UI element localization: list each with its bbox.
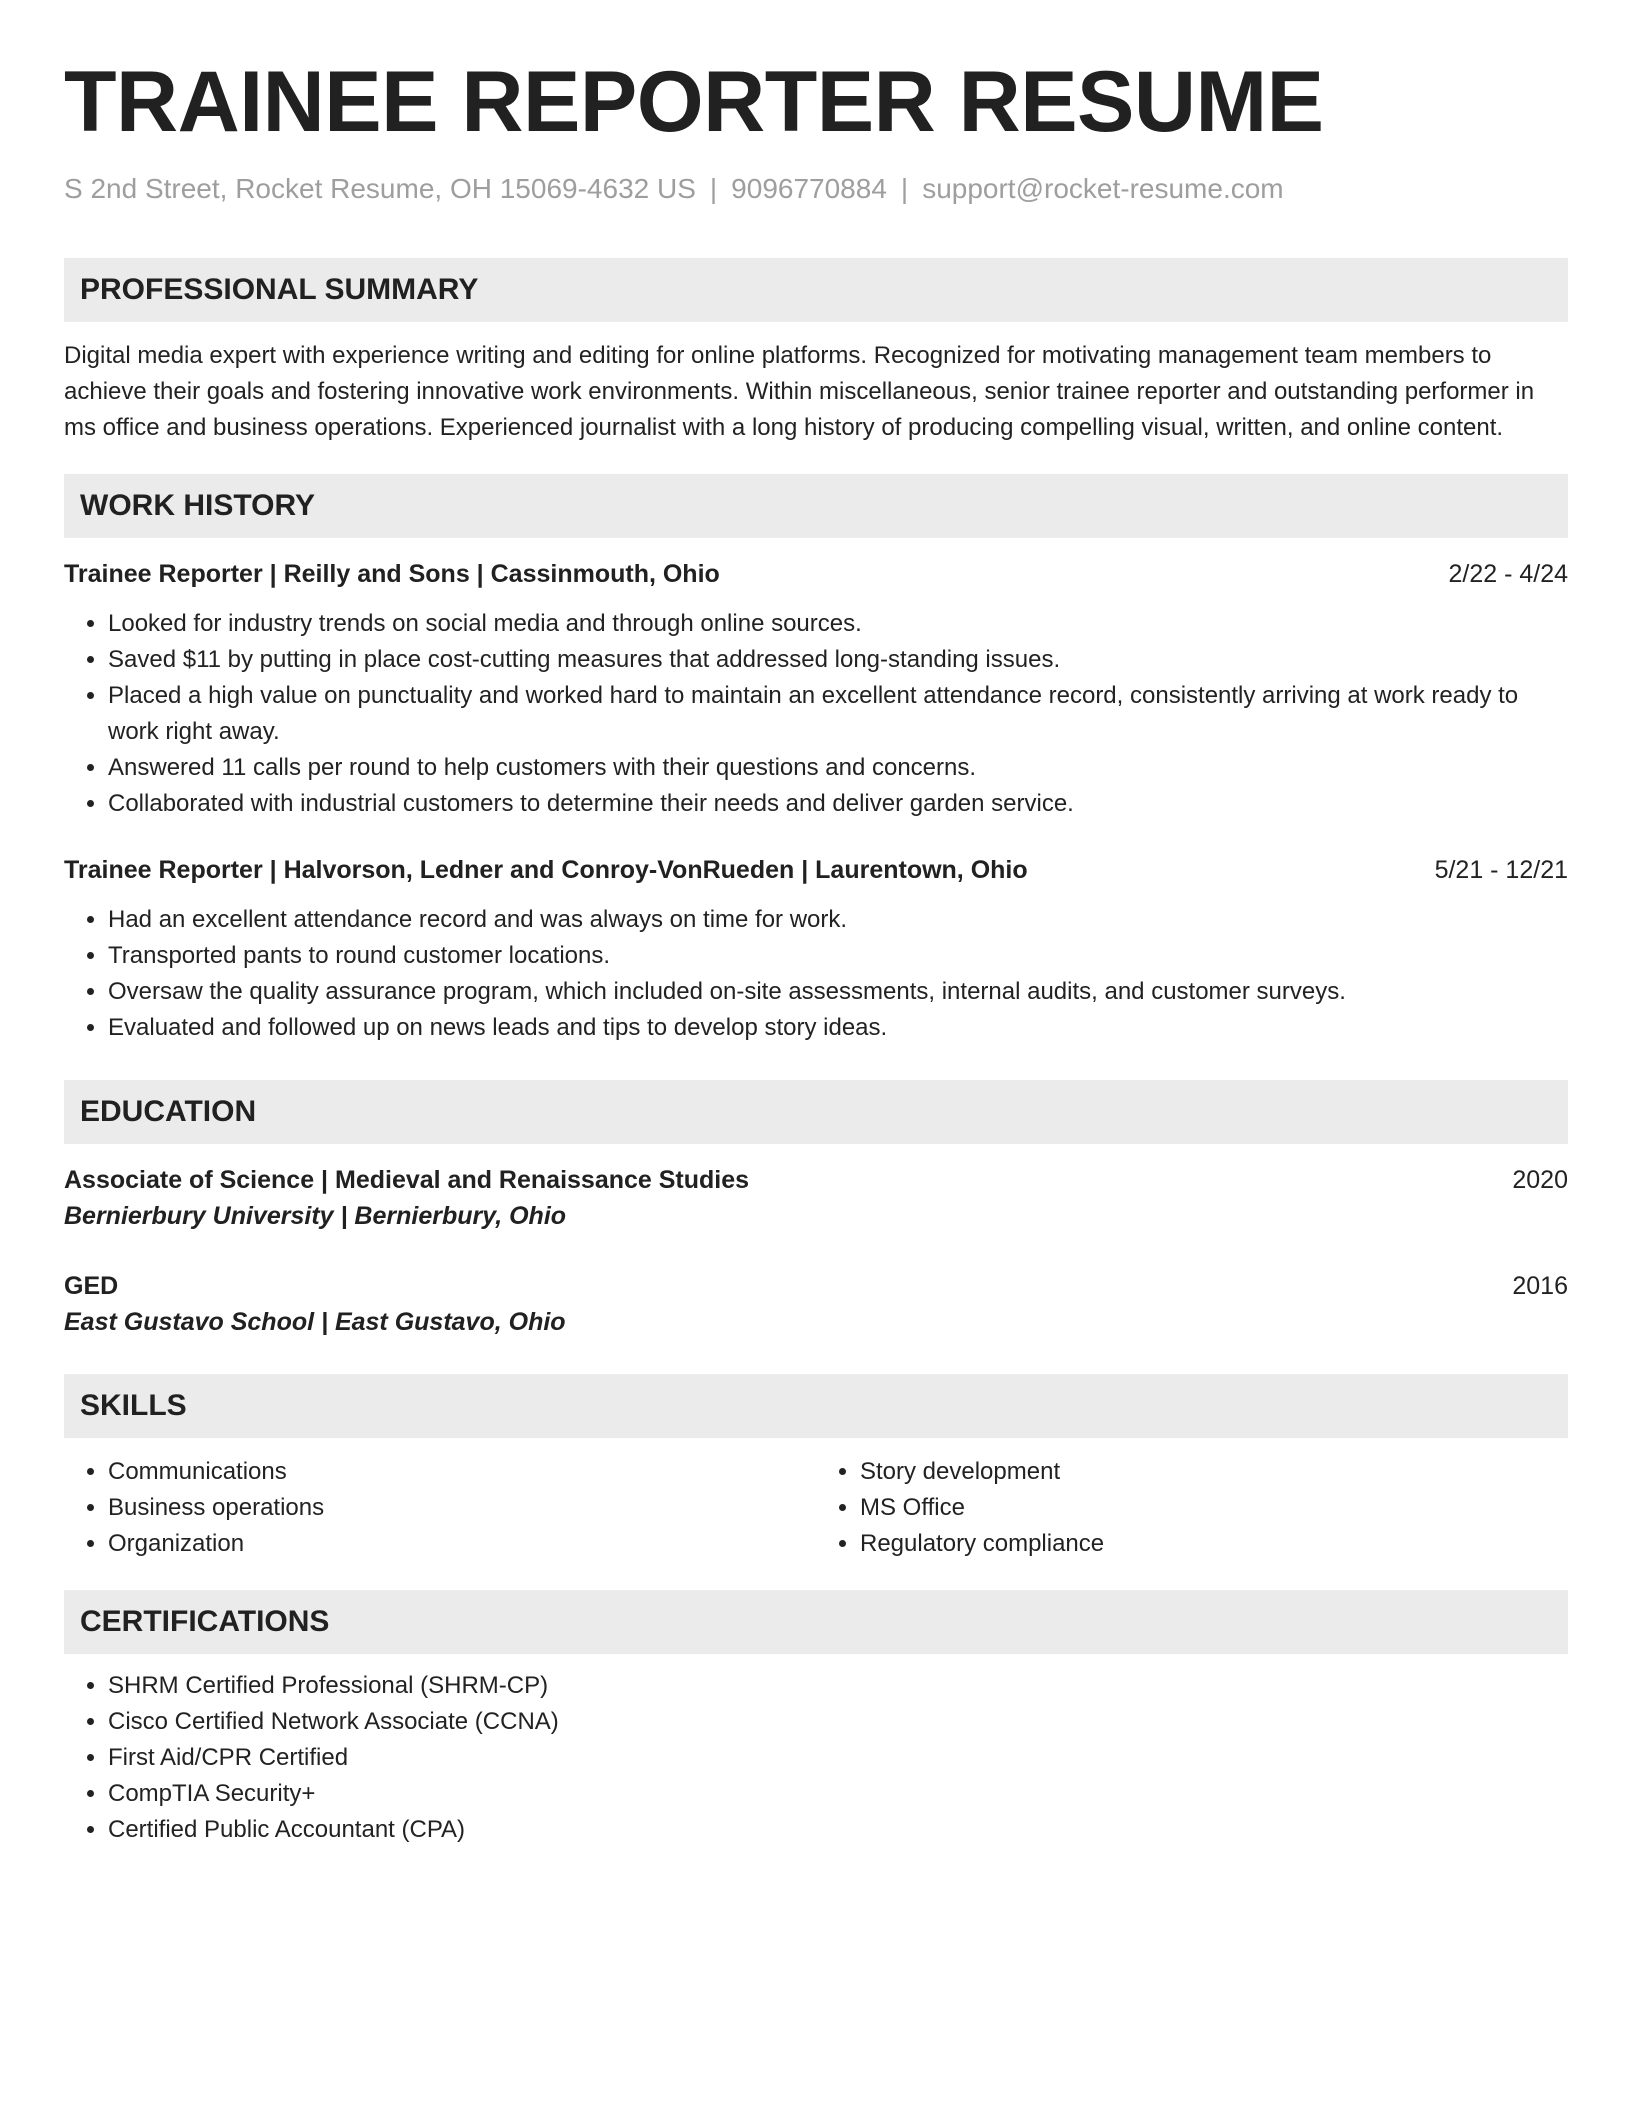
job-entry [64,556,1568,822]
job-title: Trainee Reporter | Halvorson, Ledner and Conroy-VonRueden | Laurentown, Ohio [64,856,1028,884]
contact-separator: | [709,173,718,204]
job-bullet: • Looked for industry trends on social media and through online sources. [108,606,1568,642]
contact-address: S 2nd Street, Rocket Resume, OH 15069-4632 US [64,173,696,204]
contact-email: support@rocket-resume.com [922,173,1284,204]
job-bullet: • Had an excellent attendance record and was always on time for work. [108,902,1568,938]
skills-list-left [64,1454,816,1562]
job-bullet: • Saved $11 by putting in place cost-cutting measures that addressed long-standing issues. [108,642,1568,678]
certification-item: • CompTIA Security+ [108,1776,1568,1812]
certifications-list [64,1668,1568,1848]
job-bullet: • Oversaw the quality assurance program, which included on-site assessments, internal audits, and customer surveys. [108,974,1568,1010]
job-bullet: • Placed a high value on punctuality and worked hard to maintain an excellent attendance record, consistently arriving at work ready to work right away. [108,678,1568,750]
summary-text: Digital media expert with experience writing and editing for online platforms. Recognized for motivating management team members to achieve their goals and fostering innovative work environments. Within miscellaneous, senior trainee reporter and outstanding performer in ms office and business operations. Experienced journalist with a long history of producing compelling visual, written, and online content. [64,342,1535,441]
work-history-section [64,474,1568,1046]
education-entry [64,1268,1568,1340]
section-heading-certifications: CERTIFICATIONS [64,1590,1568,1654]
education-school: Bernierbury University | Bernierbury, Ohio [64,1202,567,1230]
education-degree: Associate of Science | Medieval and Renaissance Studies [64,1166,750,1194]
job-bullets [64,606,1568,822]
resume-title: TRAINEE REPORTER RESUME [64,54,1324,150]
job-header [64,852,1568,888]
education-entry [64,1162,1568,1234]
section-heading-skills: SKILLS [64,1374,1568,1438]
certifications-section [64,1590,1568,1848]
skill-item: • Business operations [108,1490,816,1526]
section-heading-summary: PROFESSIONAL SUMMARY [64,258,1568,322]
summary-section [64,258,1568,446]
education-year: 2016 [1512,1272,1568,1300]
skill-item: • Story development [860,1454,1568,1490]
education-year: 2020 [1512,1166,1568,1194]
skills-columns [64,1454,1568,1562]
skill-item: • MS Office [860,1490,1568,1526]
certification-item: • Cisco Certified Network Associate (CCNA) [108,1704,1568,1740]
skills-list-right [816,1454,1568,1562]
education-degree: GED [64,1272,119,1300]
job-bullet: • Transported pants to round customer locations. [108,938,1568,974]
job-bullet: • Evaluated and followed up on news leads and tips to develop story ideas. [108,1010,1568,1046]
contact-line [64,172,1568,206]
education-header [64,1162,1568,1198]
certification-item: • First Aid/CPR Certified [108,1740,1568,1776]
job-dates: 5/21 - 12/21 [1434,856,1568,884]
job-header [64,556,1568,592]
education-section [64,1080,1568,1340]
section-heading-education: EDUCATION [64,1080,1568,1144]
skill-item: • Communications [108,1454,816,1490]
job-entry [64,852,1568,1046]
skill-item: • Organization [108,1526,816,1562]
resume-page [64,52,1568,1848]
job-title: Trainee Reporter | Reilly and Sons | Cassinmouth, Ohio [64,560,720,588]
job-bullets [64,902,1568,1046]
education-header [64,1268,1568,1304]
job-bullet: • Answered 11 calls per round to help customers with their questions and concerns. [108,750,1568,786]
certification-item: • SHRM Certified Professional (SHRM-CP) [108,1668,1568,1704]
certification-item: • Certified Public Accountant (CPA) [108,1812,1568,1848]
skills-section [64,1374,1568,1562]
job-dates: 2/22 - 4/24 [1448,560,1568,588]
skill-item: • Regulatory compliance [860,1526,1568,1562]
contact-phone: 9096770884 [731,173,887,204]
job-bullet: • Collaborated with industrial customers to determine their needs and deliver garden service. [108,786,1568,822]
education-school: East Gustavo School | East Gustavo, Ohio [64,1308,566,1336]
section-heading-work-history: WORK HISTORY [64,474,1568,538]
contact-separator: | [900,173,909,204]
